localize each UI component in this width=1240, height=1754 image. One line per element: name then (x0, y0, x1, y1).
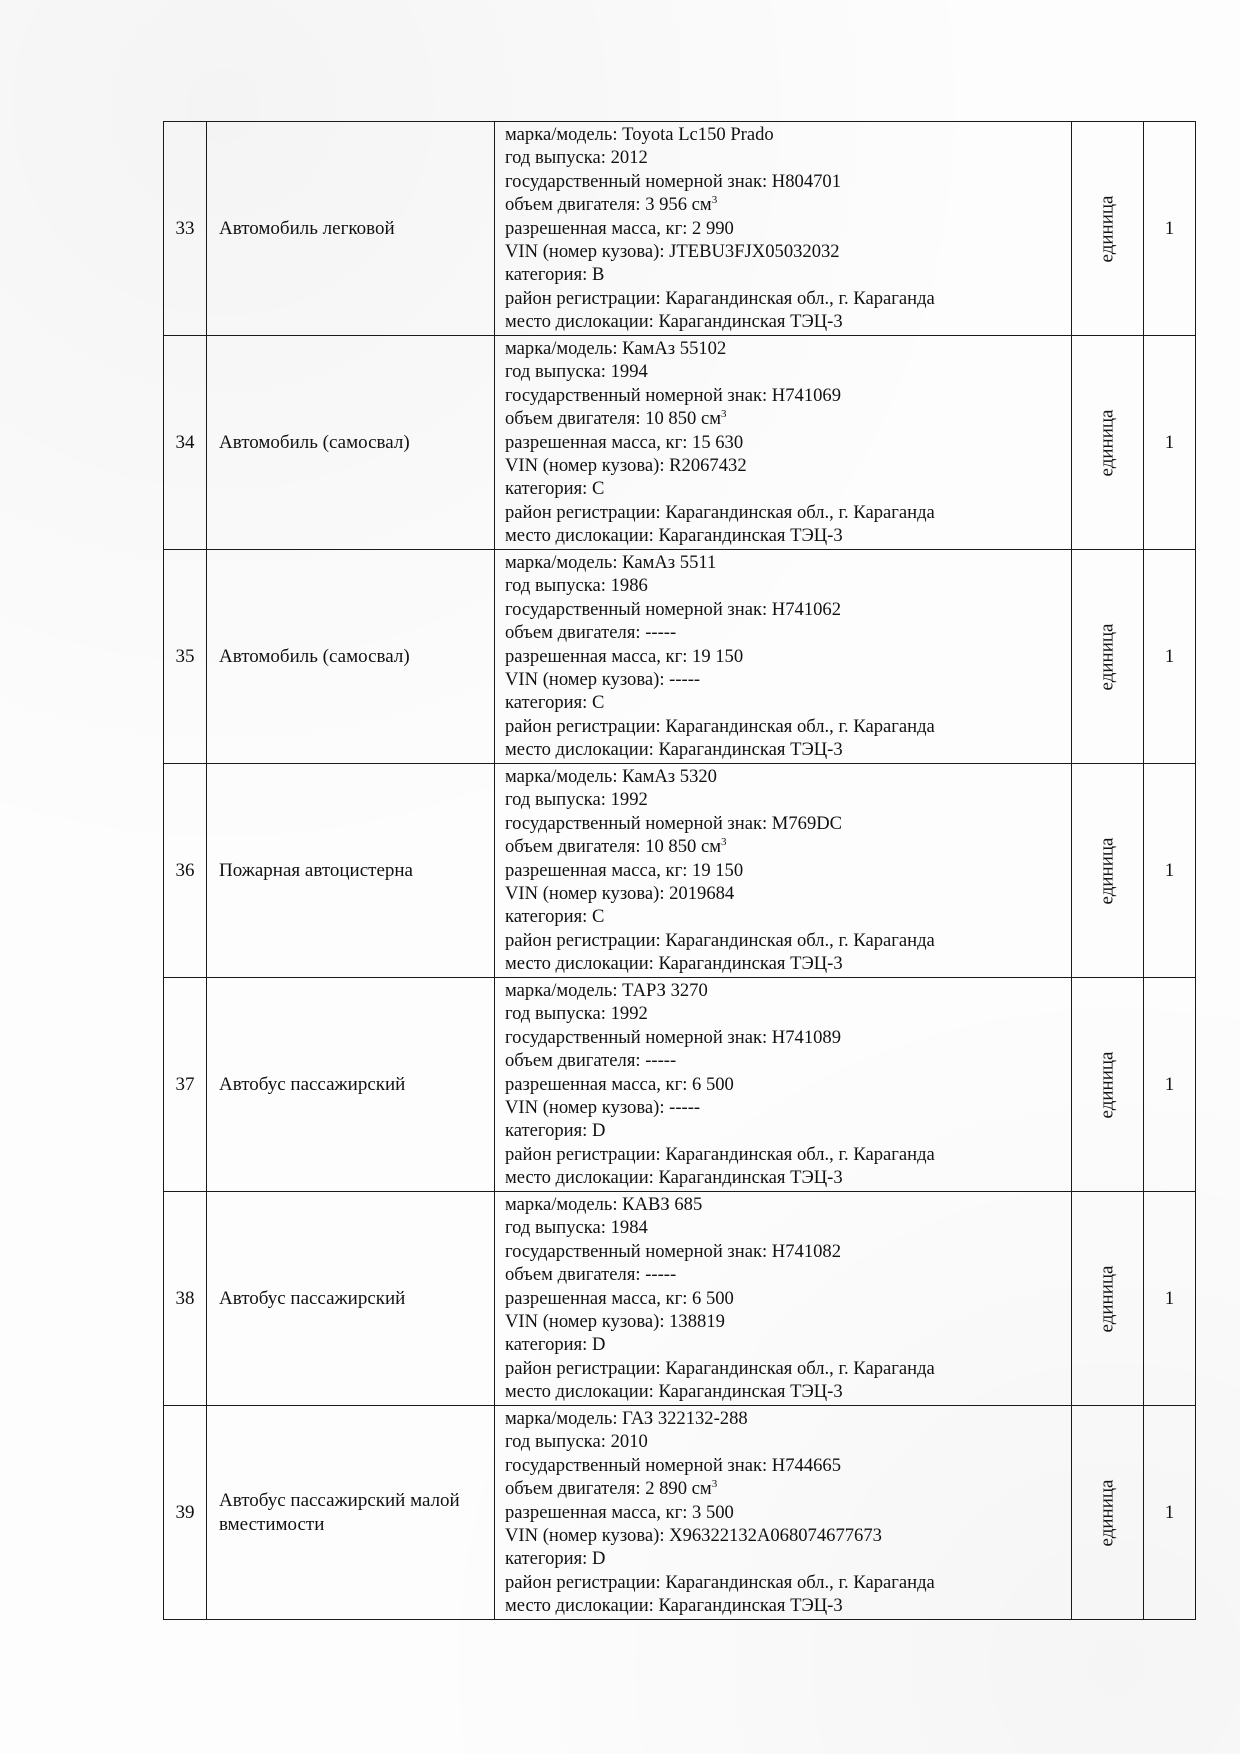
detail-region (505, 1357, 1061, 1380)
detail-vin (505, 240, 1061, 263)
unit-cell (1072, 764, 1144, 978)
vehicle-name: Пожарная автоцистерна (207, 764, 495, 978)
detail-mass (505, 1073, 1061, 1096)
detail-mass-text: разрешенная масса, кг: 19 150 (505, 859, 744, 881)
detail-mass-text: разрешенная масса, кг: 6 500 (505, 1073, 734, 1095)
vehicle-details (495, 978, 1072, 1192)
quantity: 1 (1144, 1192, 1196, 1406)
unit-cell (1072, 550, 1144, 764)
detail-region (505, 715, 1061, 738)
detail-region-text: район регистрации: Карагандинская обл., г. Караганда (505, 1571, 935, 1593)
detail-engine-text: объем двигателя: ----- (505, 1264, 677, 1286)
detail-region (505, 929, 1061, 952)
table-row (164, 122, 1196, 336)
detail-year (505, 146, 1061, 169)
detail-plate-text: государственный номерной знак: H741082 (505, 1240, 842, 1262)
detail-category (505, 1119, 1061, 1142)
detail-plate (505, 170, 1061, 193)
detail-vin-text: VIN (номер кузова): 138819 (505, 1311, 725, 1333)
detail-region (505, 501, 1061, 524)
detail-model-text: марка/модель: КамАз 55102 (505, 338, 727, 359)
unit-cell (1072, 122, 1144, 336)
detail-vin (505, 454, 1061, 477)
detail-plate (505, 1454, 1061, 1477)
detail-location-text: место дислокации: Карагандинская ТЭЦ-3 (505, 311, 843, 333)
table-row (164, 550, 1196, 764)
detail-region-text: район регистрации: Карагандинская обл., г. Караганда (505, 715, 935, 737)
detail-year (505, 574, 1061, 597)
detail-year-text: год выпуска: 1992 (505, 789, 648, 811)
detail-plate-text: государственный номерной знак: H804701 (505, 170, 842, 192)
vehicle-name: Автомобиль легковой (207, 122, 495, 336)
detail-mass-text: разрешенная масса, кг: 2 990 (505, 217, 734, 239)
detail-year-text: год выпуска: 1984 (505, 1217, 648, 1239)
detail-model-text: марка/модель: ТАРЗ 3270 (505, 980, 708, 1001)
table-row (164, 336, 1196, 550)
quantity: 1 (1144, 978, 1196, 1192)
table-body (164, 122, 1196, 1620)
detail-location (505, 1380, 1061, 1403)
row-number: 34 (164, 336, 207, 550)
detail-plate (505, 598, 1061, 621)
detail-vin-text: VIN (номер кузова): X96322132A068074677673 (505, 1525, 882, 1547)
detail-vin-text: VIN (номер кузова): ----- (505, 1097, 701, 1119)
detail-category-text: категория: D (505, 1548, 606, 1570)
detail-category (505, 1333, 1061, 1356)
detail-region-text: район регистрации: Карагандинская обл., г. Караганда (505, 1143, 935, 1165)
detail-vin (505, 1524, 1061, 1547)
detail-location (505, 1594, 1061, 1617)
detail-vin (505, 882, 1061, 905)
row-number: 39 (164, 1406, 207, 1620)
detail-engine (505, 835, 1061, 858)
row-number: 36 (164, 764, 207, 978)
detail-plate (505, 812, 1061, 835)
quantity: 1 (1144, 764, 1196, 978)
row-number: 38 (164, 1192, 207, 1406)
detail-plate-text: государственный номерной знак: M769DC (505, 812, 843, 834)
engine-unit-superscript: 3 (721, 836, 727, 849)
detail-engine (505, 407, 1061, 430)
detail-mass (505, 1501, 1061, 1524)
detail-engine-text: объем двигателя: ----- (505, 1050, 677, 1072)
detail-vin-text: VIN (номер кузова): JTEBU3FJX05032032 (505, 241, 840, 263)
detail-model (505, 123, 1061, 146)
unit-cell (1072, 978, 1144, 1192)
detail-engine (505, 193, 1061, 216)
detail-region (505, 1571, 1061, 1594)
detail-location-text: место дислокации: Карагандинская ТЭЦ-3 (505, 739, 843, 761)
detail-mass (505, 431, 1061, 454)
detail-category-text: категория: C (505, 478, 605, 500)
unit-label: единица (1096, 1265, 1118, 1332)
vehicle-name: Автобус пассажирский (207, 978, 495, 1192)
detail-location (505, 952, 1061, 975)
detail-location-text: место дислокации: Карагандинская ТЭЦ-3 (505, 953, 843, 975)
detail-plate (505, 1026, 1061, 1049)
detail-mass-text: разрешенная масса, кг: 15 630 (505, 431, 744, 453)
detail-year (505, 1430, 1061, 1453)
unit-cell (1072, 1406, 1144, 1620)
detail-category-text: категория: D (505, 1120, 606, 1142)
quantity: 1 (1144, 336, 1196, 550)
vehicle-inventory-table (163, 121, 1196, 1620)
detail-mass-text: разрешенная масса, кг: 3 500 (505, 1501, 734, 1523)
detail-year-text: год выпуска: 2012 (505, 147, 648, 169)
detail-engine-text: объем двигателя: 10 850 см (505, 836, 721, 858)
detail-plate-text: государственный номерной знак: H741069 (505, 384, 842, 406)
detail-region-text: район регистрации: Карагандинская обл., г. Караганда (505, 929, 935, 951)
detail-region-text: район регистрации: Карагандинская обл., г. Караганда (505, 287, 935, 309)
detail-category-text: категория: C (505, 692, 605, 714)
unit-label: единица (1096, 195, 1118, 262)
detail-model (505, 979, 1061, 1002)
detail-engine (505, 621, 1061, 644)
detail-category (505, 263, 1061, 286)
detail-region (505, 1143, 1061, 1166)
vehicle-name: Автомобиль (самосвал) (207, 550, 495, 764)
unit-label: единица (1096, 837, 1118, 904)
vehicle-name: Автобус пассажирский (207, 1192, 495, 1406)
unit-label: единица (1096, 623, 1118, 690)
detail-category (505, 477, 1061, 500)
detail-model-text: марка/модель: ГАЗ 322132-288 (505, 1408, 748, 1429)
detail-mass (505, 645, 1061, 668)
detail-location-text: место дислокации: Карагандинская ТЭЦ-3 (505, 1167, 843, 1189)
detail-model-text: марка/модель: КамАз 5320 (505, 766, 717, 787)
detail-model (505, 1193, 1061, 1216)
detail-model (505, 1407, 1061, 1430)
unit-label: единица (1096, 409, 1118, 476)
detail-model (505, 337, 1061, 360)
detail-model (505, 765, 1061, 788)
detail-plate-text: государственный номерной знак: H741089 (505, 1026, 842, 1048)
table-row (164, 1192, 1196, 1406)
detail-model-text: марка/модель: КамАз 5511 (505, 552, 717, 573)
detail-location (505, 524, 1061, 547)
detail-engine-text: объем двигателя: 2 890 см (505, 1478, 712, 1500)
detail-plate (505, 384, 1061, 407)
table-row (164, 764, 1196, 978)
detail-model (505, 551, 1061, 574)
detail-year-text: год выпуска: 1986 (505, 575, 648, 597)
detail-vin (505, 668, 1061, 691)
detail-region-text: район регистрации: Карагандинская обл., г. Караганда (505, 501, 935, 523)
detail-mass-text: разрешенная масса, кг: 6 500 (505, 1287, 734, 1309)
detail-year-text: год выпуска: 1992 (505, 1003, 648, 1025)
vehicle-details (495, 122, 1072, 336)
detail-year (505, 1216, 1061, 1239)
engine-unit-superscript: 3 (711, 1478, 718, 1491)
engine-unit-superscript: 3 (721, 408, 727, 421)
detail-location (505, 1166, 1061, 1189)
detail-vin-text: VIN (номер кузова): R2067432 (505, 455, 747, 477)
detail-mass (505, 1287, 1061, 1310)
vehicle-details (495, 550, 1072, 764)
detail-engine (505, 1477, 1061, 1500)
detail-mass (505, 217, 1061, 240)
detail-year-text: год выпуска: 2010 (505, 1431, 648, 1453)
detail-region-text: район регистрации: Карагандинская обл., г. Караганда (505, 1357, 935, 1379)
detail-region (505, 287, 1061, 310)
detail-category (505, 1547, 1061, 1570)
detail-engine (505, 1263, 1061, 1286)
detail-engine-text: объем двигателя: 10 850 см (505, 408, 721, 430)
detail-year (505, 1002, 1061, 1025)
row-number: 35 (164, 550, 207, 764)
detail-location (505, 738, 1061, 761)
detail-vin-text: VIN (номер кузова): 2019684 (505, 883, 735, 905)
detail-category-text: категория: D (505, 1334, 606, 1356)
detail-engine-text: объем двигателя: 3 956 см (505, 194, 712, 216)
detail-engine (505, 1049, 1061, 1072)
quantity: 1 (1144, 1406, 1196, 1620)
quantity: 1 (1144, 122, 1196, 336)
row-number: 37 (164, 978, 207, 1192)
detail-year (505, 788, 1061, 811)
detail-plate-text: государственный номерной знак: H741062 (505, 598, 842, 620)
vehicle-name: Автомобиль (самосвал) (207, 336, 495, 550)
detail-plate-text: государственный номерной знак: H744665 (505, 1454, 842, 1476)
detail-mass (505, 859, 1061, 882)
detail-year-text: год выпуска: 1994 (505, 361, 648, 383)
vehicle-name: Автобус пассажирский малой вместимости (207, 1406, 495, 1620)
detail-engine-text: объем двигателя: ----- (505, 622, 677, 644)
detail-location (505, 310, 1061, 333)
vehicle-details (495, 1192, 1072, 1406)
detail-category-text: категория: C (505, 906, 605, 928)
detail-vin-text: VIN (номер кузова): ----- (505, 669, 701, 691)
vehicle-details (495, 764, 1072, 978)
table-row (164, 1406, 1196, 1620)
detail-location-text: место дислокации: Карагандинская ТЭЦ-3 (505, 1595, 843, 1617)
quantity: 1 (1144, 550, 1196, 764)
detail-category-text: категория: B (505, 264, 605, 286)
detail-mass-text: разрешенная масса, кг: 19 150 (505, 645, 744, 667)
vehicle-details (495, 1406, 1072, 1620)
unit-label: единица (1096, 1479, 1118, 1546)
detail-vin (505, 1310, 1061, 1333)
detail-location-text: место дислокации: Карагандинская ТЭЦ-3 (505, 525, 843, 547)
detail-category (505, 905, 1061, 928)
detail-plate (505, 1240, 1061, 1263)
detail-category (505, 691, 1061, 714)
detail-vin (505, 1096, 1061, 1119)
detail-model-text: марка/модель: Toyota Lc150 Prado (505, 124, 774, 145)
vehicle-details (495, 336, 1072, 550)
detail-location-text: место дислокации: Карагандинская ТЭЦ-3 (505, 1381, 843, 1403)
detail-year (505, 360, 1061, 383)
row-number: 33 (164, 122, 207, 336)
unit-label: единица (1096, 1051, 1118, 1118)
detail-model-text: марка/модель: КАВЗ 685 (505, 1194, 703, 1215)
engine-unit-superscript: 3 (711, 194, 718, 207)
unit-cell (1072, 1192, 1144, 1406)
unit-cell (1072, 336, 1144, 550)
table-row (164, 978, 1196, 1192)
